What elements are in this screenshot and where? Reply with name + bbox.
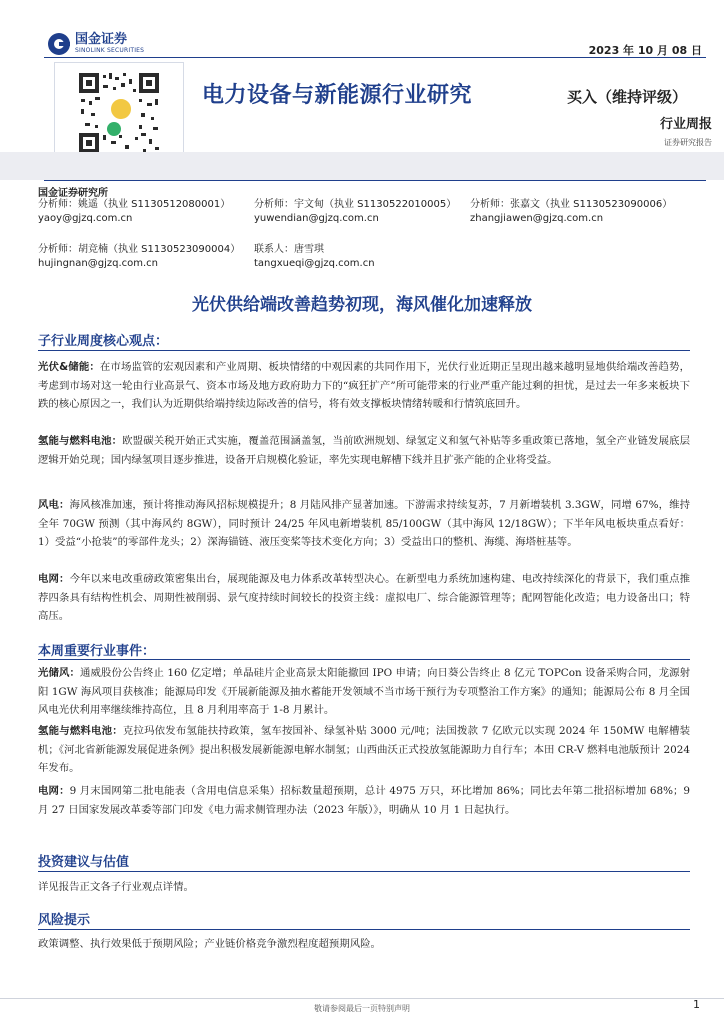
analyst-label: 分析师：胡竞楠（执业 S1130523090004） (38, 244, 241, 255)
report-type: 证券研究报告 (664, 138, 712, 147)
core-paragraph-wind (38, 496, 690, 552)
logo-mark-icon (48, 33, 70, 55)
logo-en-text: SINOLINK SECURITIES (75, 47, 145, 54)
analyst-email[interactable]: yuwendian@gjzq.com.cn (254, 213, 379, 224)
company-logo (48, 33, 144, 55)
section-divider (38, 659, 690, 660)
wechat-icon (107, 122, 121, 136)
paragraph-text: 9 月末国网第二批电能表（含用电信息采集）招标数量超预期，总计 4975 万只，环比增加 86%；同比去年第二批招标增加 68%；9 月 27 日国家发展改革委等部门印发《电力需求侧管理办法（2023 年版）》，明确从 10 月 1 日起执行。 (38, 785, 690, 816)
paragraph-text: 在市场监管的宏观因素和产业周期、板块情绪的中观因素的共同作用下，光伏行业近期正呈现出越来越明显地供给端改善趋势，考虑到市场对这一轮由行业高景气、资本市场及地方政府助力下的“疯狂扩产”所可能带来的行业严重产能过剩的担忧，是过去一年多来板块下跌的核心原因之一，我们认为近期供给端持续边际改善的信号，将有效支撑板块情绪转暖和行情筑底回升。 (38, 361, 691, 411)
paragraph-lead: 电网： (38, 573, 70, 585)
event-paragraph-pv (38, 664, 690, 720)
analyst-2 (254, 198, 456, 226)
analyst-email[interactable]: hujingnan@gjzq.com.cn (38, 258, 158, 269)
analyst-1 (38, 198, 230, 226)
section-title-events: 本周重要行业事件： (38, 644, 156, 659)
section-divider (38, 350, 690, 351)
rating-label: 买入（维持评级） (567, 88, 688, 106)
page-number: 1 (693, 998, 700, 1011)
qr-center-logo-icon (109, 97, 133, 121)
paragraph-text: 海风核准加速，预计将推动海风招标规模提升；8 月陆风排产显著加速。下游需求持续复苏，7 月新增装机 3.3GW，同增 67%，维持全年 70GW 预测（其中海风约 8GW），同时预计 24/25 年风电新增装机 85/100GW（其中海风 12/18GW）；下半年风电板块重点看好：1）受益“小抢装”的零部件龙头；2）深海锚链、液压变桨等技术变化方向；3）受益出口的整机、海缆、海塔桩基等。 (38, 499, 691, 549)
paragraph-lead: 氢能与燃料电池： (38, 435, 123, 447)
institute-name: 国金证券研究所 (38, 188, 108, 199)
invest-text: 详见报告正文各子行业观点详情。 (38, 881, 194, 893)
paragraph-lead: 风电： (38, 499, 70, 511)
contact-email[interactable]: tangxueqi@gjzq.com.cn (254, 258, 375, 269)
risk-text: 政策调整、执行效果低于预期风险；产业链价格竞争激烈程度超预期风险。 (38, 938, 381, 950)
paragraph-lead: 光伏&储能： (38, 361, 100, 373)
contact-person (254, 243, 375, 271)
analyst-email[interactable]: yaoy@gjzq.com.cn (38, 213, 133, 224)
section-divider (38, 929, 690, 930)
report-title: 电力设备与新能源行业研究 (202, 83, 473, 108)
band-divider (44, 180, 706, 181)
analyst-4 (38, 243, 240, 271)
core-paragraph-hydrogen (38, 432, 690, 469)
event-paragraph-grid (38, 782, 690, 819)
header-band (0, 152, 724, 180)
paragraph-text: 通威股份公告终止 160 亿定增；单晶硅片企业高景太阳能撤回 IPO 申请；向日葵公告终止 8 亿元 TOPCon 设备采购合同，龙源射阳 1GW 海风项目获核准；能源局印发《开展新能源及抽水蓄能开发领域不当市场干预行为专项整治工作方案》的通知；能源局公布 8 月全国风电光伏利用率继续维持高位，且 8 月利用率高于 1-8 月累计。 (38, 667, 690, 717)
qr-code-image (54, 62, 184, 164)
section-title-core: 子行业周度核心观点： (38, 334, 169, 349)
logo-cn-text: 国金证券 (75, 32, 128, 47)
section-divider (38, 871, 690, 872)
paragraph-text: 克拉玛依发布氢能扶持政策，氢车按国补、绿氢补贴 3000 元/吨；法国拨款 7 亿欧元以实现 2024 年 150MW 电解槽装机；《河北省新能源发展促进条例》提出积极发展新能源电解水制氢；山西曲沃正式投放氢能源助力自行车；本田 CR-V 燃料电池版预计 2024 年发布。 (38, 725, 691, 775)
paragraph-text: 今年以来电改重磅政策密集出台，展现能源及电力体系改革转型决心。在新型电力系统加速构建、电改持续深化的背景下，我们重点推荐四条具有结构性机会、周期性被削弱、景气度持续时间较长的投资主线：虚拟电厂、综合能源管理等；配网智能化改造；电力设备出口；特高压。 (38, 573, 691, 623)
paragraph-lead: 光储风： (38, 667, 80, 679)
core-paragraph-pv (38, 358, 690, 414)
footer-divider (0, 998, 724, 999)
report-headline: 光伏供给端改善趋势初现，海风催化加速释放 (192, 295, 532, 315)
section-title-risk: 风险提示 (38, 913, 91, 928)
paragraph-text: 欧盟碳关税开始正式实施，覆盖范围涵盖氢，当前欧洲规划、绿氢定义和氢气补贴等多重政策已落地，氢全产业链发展底层逻辑开始兑现；国内绿氢项目逐步推进，设备开启规模化验证，率先实现电解槽下线并且扩张产能的企业将受益。 (38, 435, 691, 466)
section-title-invest: 投资建议与估值 (38, 855, 130, 870)
report-date: 2023 年 10 月 08 日 (588, 44, 702, 57)
event-paragraph-hydrogen (38, 722, 690, 778)
analyst-email[interactable]: zhangjiawen@gjzq.com.cn (470, 213, 604, 224)
report-kind: 行业周报 (659, 117, 712, 132)
paragraph-lead: 电网： (38, 785, 70, 797)
footer-disclaimer: 敬请参阅最后一页特别声明 (314, 1004, 410, 1013)
core-paragraph-grid (38, 570, 690, 626)
analyst-3 (470, 198, 672, 226)
analyst-label: 分析师：姚遥（执业 S1130512080001） (38, 199, 231, 210)
paragraph-lead: 氢能与燃料电池： (38, 725, 123, 737)
analyst-label: 分析师：张嘉文（执业 S1130523090006） (470, 199, 673, 210)
analyst-label: 分析师：宇文甸（执业 S1130522010005） (254, 199, 457, 210)
header-divider (44, 57, 706, 58)
contact-label: 联系人：唐雪琪 (254, 244, 324, 255)
